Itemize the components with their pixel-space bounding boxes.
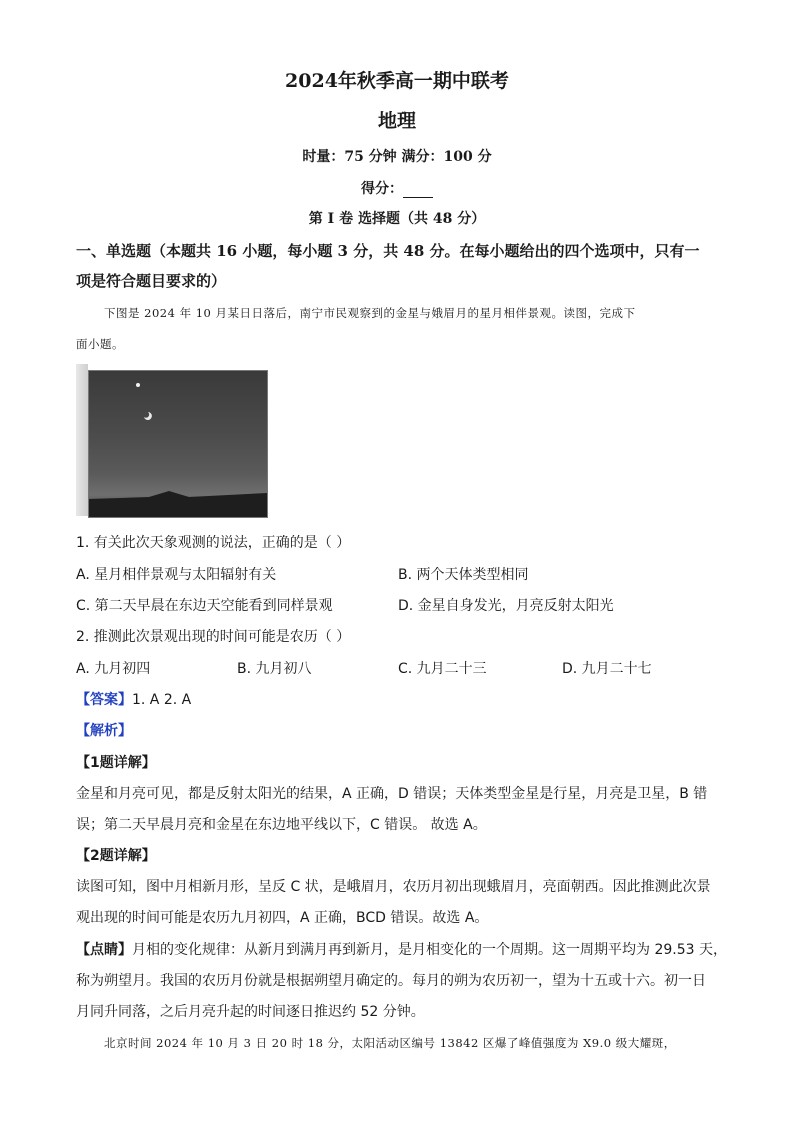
tip-line1 <box>76 939 727 959</box>
q1-option-a: A. 星月相伴景观与太阳辐射有关 <box>76 567 277 583</box>
analysis-tag: 【解析】 <box>76 723 132 739</box>
detail-1-line2: 误；第二天早晨月亮和金星在东边地平线以下，C 错误。 故选 A。 <box>76 817 487 833</box>
q2-option-b: B. 九月初八 <box>237 661 312 677</box>
tip-text-1: 月相的变化规律：从新月到满月再到新月，是月相变化的一个周期。这一周期平均为 29.53 天， <box>132 942 727 958</box>
venus-star <box>136 383 140 387</box>
q2-option-d: D. 九月二十七 <box>562 661 652 677</box>
tip-line3: 月同升同落，之后月亮升起的时间逐日推迟约 52 分钟。 <box>76 1004 425 1020</box>
horizon-silhouette <box>89 491 267 517</box>
q1-option-b: B. 两个天体类型相同 <box>398 567 529 583</box>
q2-option-a: A. 九月初四 <box>76 661 151 677</box>
tip-tag: 【点睛】 <box>76 942 132 958</box>
detail-2-line1: 读图可知，图中月相新月形，呈反 C 状，是峨眉月，农历月初出现蛾眉月，亮面朝西。因此推测此次景 <box>76 879 711 895</box>
score-line <box>0 178 794 198</box>
detail-1-heading: 【1题详解】 <box>76 755 156 771</box>
question-stem-line2: 面小题。 <box>76 337 124 351</box>
exam-meta: 时量：75 分钟 满分：100 分 <box>302 149 492 165</box>
photo-margin <box>76 364 88 516</box>
answer-tag: 【答案】 <box>76 692 132 708</box>
q2-option-c: C. 九月二十三 <box>398 661 487 677</box>
question-2: 2. 推测此次景观出现的时间可能是农历（ ） <box>76 629 351 645</box>
subject-title: 地理 <box>377 110 416 132</box>
section-heading-line2: 项是符合题目要求的） <box>76 272 227 290</box>
question-stem-line1: 下图是 2024 年 10 月某日日落后，南宁市民观察到的金星与娥眉月的星月相伴景观。读图，完成下 <box>104 306 636 320</box>
photo-scene <box>89 371 267 517</box>
volume-heading: 第 I 卷 选择题（共 48 分） <box>308 211 486 227</box>
detail-2-line2: 观出现的时间可能是农历九月初四，A 正确，BCD 错误。故选 A。 <box>76 910 489 926</box>
answer-value: 1. A 2. A <box>132 692 192 708</box>
score-label: 得分： <box>361 181 403 197</box>
detail-1-line1: 金星和月亮可见，都是反射太阳光的结果，A 正确，D 错误；天体类型金星是行星，月亮是卫星，B 错 <box>76 786 708 802</box>
detail-2-heading: 【2题详解】 <box>76 848 156 864</box>
score-blank <box>403 183 433 198</box>
crescent-moon <box>144 412 152 420</box>
next-stem-line1: 北京时间 2024 年 10 月 3 日 20 时 18 分，太阳活动区编号 13842 区爆了峰值强度为 X9.0 级大耀斑， <box>104 1036 676 1050</box>
tip-line2: 称为朔望月。我国的农历月份就是根据朔望月确定的。每月的朔为农历初一，望为十五或十六。初一日 <box>76 973 706 989</box>
venus-moon-photo <box>88 370 268 518</box>
q1-option-d: D. 金星自身发光，月亮反射太阳光 <box>398 598 614 614</box>
answer-line <box>76 689 191 709</box>
q1-option-c: C. 第二天早晨在东边天空能看到同样景观 <box>76 598 333 614</box>
section-heading-line1: 一、单选题（本题共 16 小题，每小题 3 分，共 48 分。在每小题给出的四个选项中，只有一 <box>76 242 700 260</box>
analysis-line <box>76 720 132 740</box>
page-title: 2024年秋季高一期中联考 <box>285 70 509 92</box>
question-1: 1. 有关此次天象观测的说法，正确的是（ ） <box>76 535 351 551</box>
